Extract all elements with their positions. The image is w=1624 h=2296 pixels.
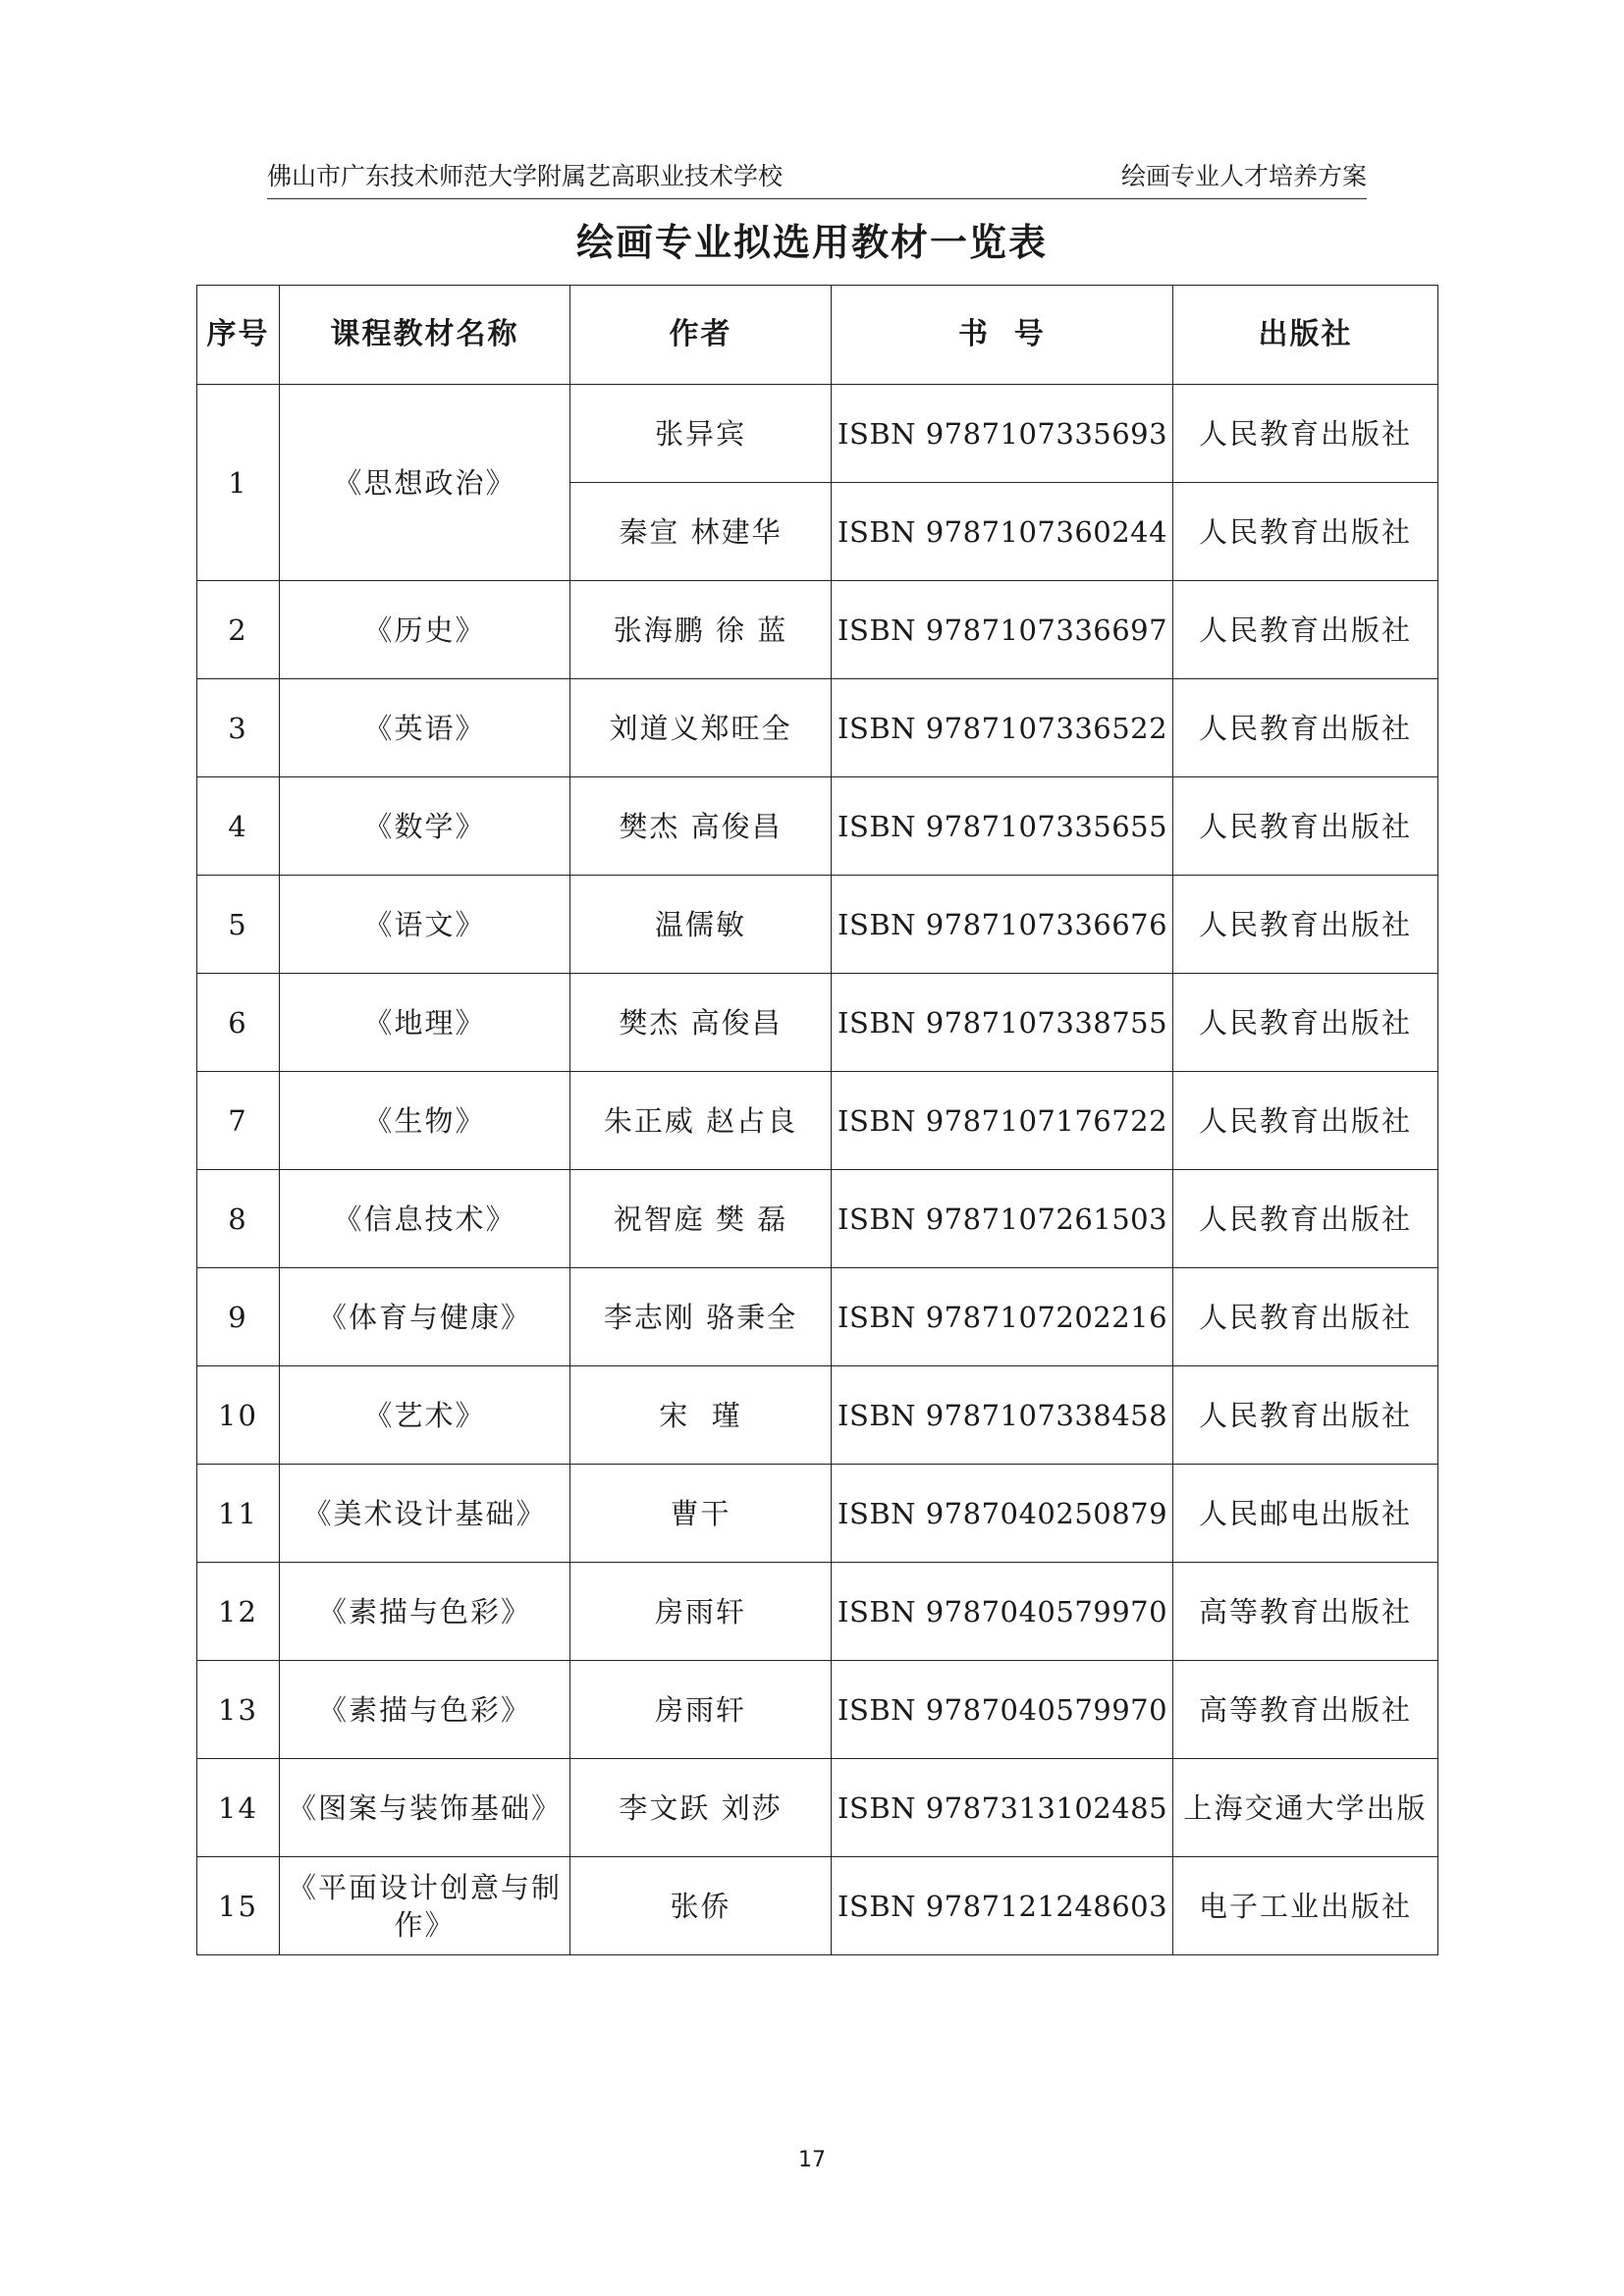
cell-course: 《素描与色彩》 <box>280 1563 570 1661</box>
cell-course: 《地理》 <box>280 974 570 1072</box>
column-header-course: 课程教材名称 <box>280 286 570 385</box>
cell-isbn: ISBN 9787107261503 <box>832 1170 1173 1268</box>
table-row <box>197 1170 1438 1268</box>
cell-publisher: 电子工业出版社 <box>1173 1857 1438 1955</box>
cell-author: 樊杰 高俊昌 <box>570 974 832 1072</box>
cell-no: 8 <box>197 1170 280 1268</box>
cell-course: 《信息技术》 <box>280 1170 570 1268</box>
cell-isbn: ISBN 9787107336522 <box>832 679 1173 777</box>
cell-isbn: ISBN 9787121248603 <box>832 1857 1173 1955</box>
cell-publisher: 人民教育出版社 <box>1173 876 1438 974</box>
cell-publisher: 人民教育出版社 <box>1173 1268 1438 1366</box>
cell-isbn: ISBN 9787107335655 <box>832 777 1173 876</box>
cell-publisher: 人民教育出版社 <box>1173 1366 1438 1465</box>
cell-no: 9 <box>197 1268 280 1366</box>
table-row <box>197 876 1438 974</box>
cell-isbn: ISBN 9787107336697 <box>832 581 1173 679</box>
cell-publisher: 人民教育出版社 <box>1173 1072 1438 1170</box>
cell-isbn: ISBN 9787040579970 <box>832 1563 1173 1661</box>
cell-author: 祝智庭 樊 磊 <box>570 1170 832 1268</box>
header-document-name: 绘画专业人才培养方案 <box>1120 162 1367 190</box>
cell-course: 《数学》 <box>280 777 570 876</box>
cell-publisher: 人民邮电出版社 <box>1173 1465 1438 1563</box>
column-header-no: 序号 <box>197 286 280 385</box>
cell-author: 刘道义郑旺全 <box>570 679 832 777</box>
cell-author: 张异宾 <box>570 385 832 483</box>
cell-publisher: 人民教育出版社 <box>1173 483 1438 581</box>
cell-course: 《生物》 <box>280 1072 570 1170</box>
cell-author: 房雨轩 <box>570 1661 832 1759</box>
cell-publisher: 人民教育出版社 <box>1173 777 1438 876</box>
table-row <box>197 679 1438 777</box>
cell-author: 宋 瑾 <box>570 1366 832 1465</box>
cell-course: 《思想政治》 <box>280 385 570 581</box>
cell-no: 4 <box>197 777 280 876</box>
cell-isbn: ISBN 9787040250879 <box>832 1465 1173 1563</box>
column-header-isbn: 书 号 <box>832 286 1173 385</box>
cell-isbn: ISBN 9787313102485 <box>832 1759 1173 1857</box>
cell-isbn: ISBN 9787107176722 <box>832 1072 1173 1170</box>
cell-publisher: 上海交通大学出版 <box>1173 1759 1438 1857</box>
cell-no: 12 <box>197 1563 280 1661</box>
cell-no: 5 <box>197 876 280 974</box>
cell-no: 6 <box>197 974 280 1072</box>
cell-author: 李志刚 骆秉全 <box>570 1268 832 1366</box>
cell-author: 曹干 <box>570 1465 832 1563</box>
cell-no: 2 <box>197 581 280 679</box>
page-number: 17 <box>798 2148 826 2172</box>
cell-author: 温儒敏 <box>570 876 832 974</box>
table-header-row <box>197 286 1438 385</box>
column-header-author: 作者 <box>570 286 832 385</box>
column-header-publisher: 出版社 <box>1173 286 1438 385</box>
cell-isbn: ISBN 9787107338755 <box>832 974 1173 1072</box>
cell-author: 张侨 <box>570 1857 832 1955</box>
table-row <box>197 1857 1438 1955</box>
cell-publisher: 人民教育出版社 <box>1173 974 1438 1072</box>
cell-course: 《英语》 <box>280 679 570 777</box>
table-row <box>197 1072 1438 1170</box>
cell-isbn: ISBN 9787107338458 <box>832 1366 1173 1465</box>
cell-publisher: 人民教育出版社 <box>1173 581 1438 679</box>
document-title: 绘画专业拟选用教材一览表 <box>575 221 1048 264</box>
cell-author: 秦宣 林建华 <box>570 483 832 581</box>
textbook-table <box>196 285 1438 1955</box>
cell-author: 朱正威 赵占良 <box>570 1072 832 1170</box>
cell-publisher: 高等教育出版社 <box>1173 1563 1438 1661</box>
table-row <box>197 581 1438 679</box>
cell-publisher: 人民教育出版社 <box>1173 679 1438 777</box>
table-row <box>197 385 1438 483</box>
cell-no: 11 <box>197 1465 280 1563</box>
table-row <box>197 1465 1438 1563</box>
table-row <box>197 1563 1438 1661</box>
cell-course: 《语文》 <box>280 876 570 974</box>
table-row <box>197 974 1438 1072</box>
table-row <box>197 1268 1438 1366</box>
cell-course: 《图案与装饰基础》 <box>280 1759 570 1857</box>
cell-course: 《艺术》 <box>280 1366 570 1465</box>
page-header <box>267 159 1367 199</box>
textbook-table-container <box>196 285 1437 1955</box>
cell-no: 3 <box>197 679 280 777</box>
cell-author: 李文跃 刘莎 <box>570 1759 832 1857</box>
cell-author: 樊杰 高俊昌 <box>570 777 832 876</box>
cell-course: 《体育与健康》 <box>280 1268 570 1366</box>
header-school-name: 佛山市广东技术师范大学附属艺高职业技术学校 <box>267 162 784 190</box>
cell-isbn: ISBN 9787107202216 <box>832 1268 1173 1366</box>
cell-publisher: 人民教育出版社 <box>1173 1170 1438 1268</box>
cell-publisher: 高等教育出版社 <box>1173 1661 1438 1759</box>
cell-isbn: ISBN 9787107360244 <box>832 483 1173 581</box>
table-row <box>197 777 1438 876</box>
cell-no: 1 <box>197 385 280 581</box>
cell-no: 13 <box>197 1661 280 1759</box>
cell-course: 《历史》 <box>280 581 570 679</box>
cell-course: 《平面设计创意与制作》 <box>280 1857 570 1955</box>
cell-author: 张海鹏 徐 蓝 <box>570 581 832 679</box>
cell-course: 《素描与色彩》 <box>280 1661 570 1759</box>
table-row <box>197 1366 1438 1465</box>
cell-publisher: 人民教育出版社 <box>1173 385 1438 483</box>
cell-no: 10 <box>197 1366 280 1465</box>
cell-no: 15 <box>197 1857 280 1955</box>
table-row <box>197 1759 1438 1857</box>
cell-no: 7 <box>197 1072 280 1170</box>
cell-course: 《美术设计基础》 <box>280 1465 570 1563</box>
table-row <box>197 1661 1438 1759</box>
cell-isbn: ISBN 9787040579970 <box>832 1661 1173 1759</box>
cell-isbn: ISBN 9787107336676 <box>832 876 1173 974</box>
cell-isbn: ISBN 9787107335693 <box>832 385 1173 483</box>
cell-author: 房雨轩 <box>570 1563 832 1661</box>
cell-no: 14 <box>197 1759 280 1857</box>
